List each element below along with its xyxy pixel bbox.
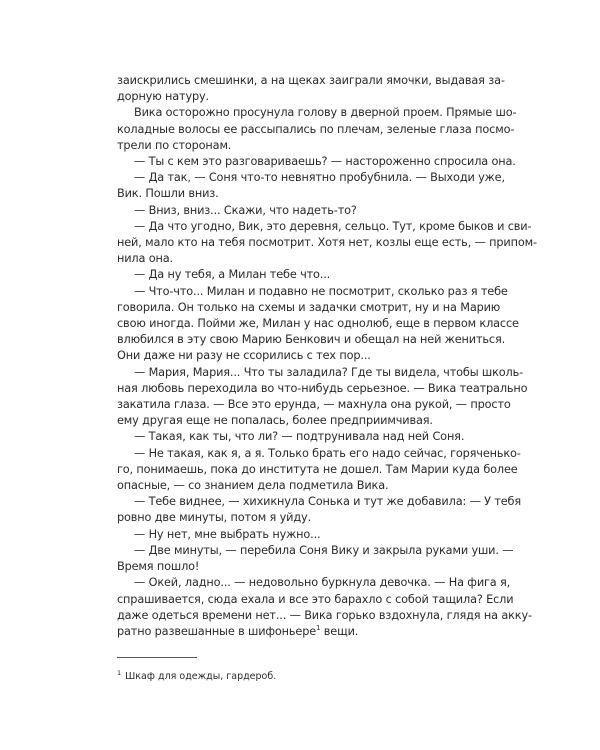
text-line: — Вниз, вниз... Скажи, что надеть-то?	[134, 203, 357, 217]
text-line: опасные, — со знанием дела подметила Вика.	[117, 479, 389, 493]
paragraph	[117, 219, 537, 268]
paragraph	[117, 73, 505, 105]
text-line: трели по сторонам.	[117, 138, 232, 152]
paragraph	[117, 105, 517, 154]
text-line: даже одеться времени нет... — Вика горько вздохнула, глядя на акку-	[117, 608, 532, 622]
text-line: — Да ну тебя, а Милан тебе что...	[134, 268, 331, 282]
text-line: — Что-что... Милан и подавно не посмотрит, сколько раз я тебе	[134, 284, 508, 298]
text-line: — Мария, Мария... Что ты заладила? Где ты видела, чтобы школь-	[134, 365, 524, 379]
paragraph	[117, 429, 490, 445]
text-line: ней, мало кто на тебя посмотрит. Хотя нет, козлы еще есть, — припом-	[117, 236, 537, 250]
text-line: коладные волосы ее рассыпались по плечам, зеленые глаза посмо-	[117, 122, 515, 136]
footnote-rule	[117, 657, 197, 658]
text-line: — Да так, — Соня что-то невнятно пробубнила. — Выходи уже,	[134, 171, 505, 185]
text-line: — Две минуты, — перебила Соня Вику и закрыла руками уши. —	[134, 543, 514, 557]
text-line: дорную натуру.	[117, 90, 209, 104]
text-line: — Да что угодно, Вик, это деревня, сельцо. Тут, кроме быков и сви-	[134, 219, 532, 233]
text-line: говорила. Он только на схемы и задачки смотрит, ну и на Марию	[117, 300, 501, 314]
paragraph	[117, 575, 532, 640]
text-fragment: вещи.	[323, 624, 359, 638]
paragraph	[117, 284, 519, 365]
text-line: закатила глаза. — Все это ерунда, — махнула она рукой, — просто	[117, 398, 511, 412]
text-line: влюбился в эту свою Марию Бенкович и обещал на ней жениться.	[117, 333, 506, 347]
text-line: спрашивается, сюда ехала и все это барахло с собой тащила? Если	[117, 592, 514, 606]
paragraph	[117, 203, 490, 219]
footnote-marker: 1	[316, 624, 321, 633]
text-line: заискрились смешинки, а на щеках заиграли ямочки, выдавая за-	[117, 74, 505, 87]
text-line: — Тебе виднее, — хихикнула Сонька и тут же добавила: — У тебя	[134, 495, 522, 509]
text-line: нила она.	[117, 252, 173, 266]
text-line: Время пошло!	[117, 560, 200, 574]
footnote-text: Шкаф для одежды, гардероб.	[125, 671, 277, 682]
text-line: Они даже ни разу не ссорились с тех пор...	[117, 349, 371, 363]
text-line: — Ты с кем это разговариваешь? — настороженно спросила она.	[134, 155, 516, 169]
text-line: Вика осторожно просунула голову в дверной проем. Прямые шо-	[134, 106, 517, 120]
text-fragment: ратно развешанные в шифоньере	[117, 624, 317, 638]
text-line: ровно две минуты, потом я уйду.	[117, 511, 312, 525]
paragraph	[117, 446, 521, 495]
text-line: — Ну нет, мне выбрать нужно...	[134, 527, 321, 541]
text-line: го, понимаешь, пока до института не дошел. Там Марии куда более	[117, 462, 518, 476]
paragraph	[117, 365, 528, 430]
paragraph	[117, 494, 522, 526]
text-line: — Не такая, как я, а я. Только брать его надо сейчас, горяченько-	[134, 446, 521, 460]
text-line: — Окей, ладно... — недовольно буркнула девочка. — На фига я,	[134, 576, 511, 590]
paragraph	[117, 543, 514, 575]
text-line: Вик. Пошли вниз.	[117, 187, 219, 201]
footnote-number: 1	[117, 668, 122, 677]
paragraph	[117, 154, 516, 170]
text-line: ему другая еще не попалась, более предприимчивая.	[117, 414, 433, 428]
body-text	[117, 73, 537, 640]
paragraph	[117, 170, 505, 202]
footnote	[117, 670, 490, 683]
text-line: свою иногда. Пойми же, Милан у нас однолюб, еще в первом классе	[117, 317, 519, 331]
text-line: ная любовь переходила во что-нибудь серьезное. — Вика театрально	[117, 381, 528, 395]
paragraph	[117, 267, 490, 283]
text-line: — Такая, как ты, что ли? — подтрунивала над ней Соня.	[134, 430, 465, 444]
text-line	[117, 624, 490, 640]
paragraph	[117, 527, 490, 543]
